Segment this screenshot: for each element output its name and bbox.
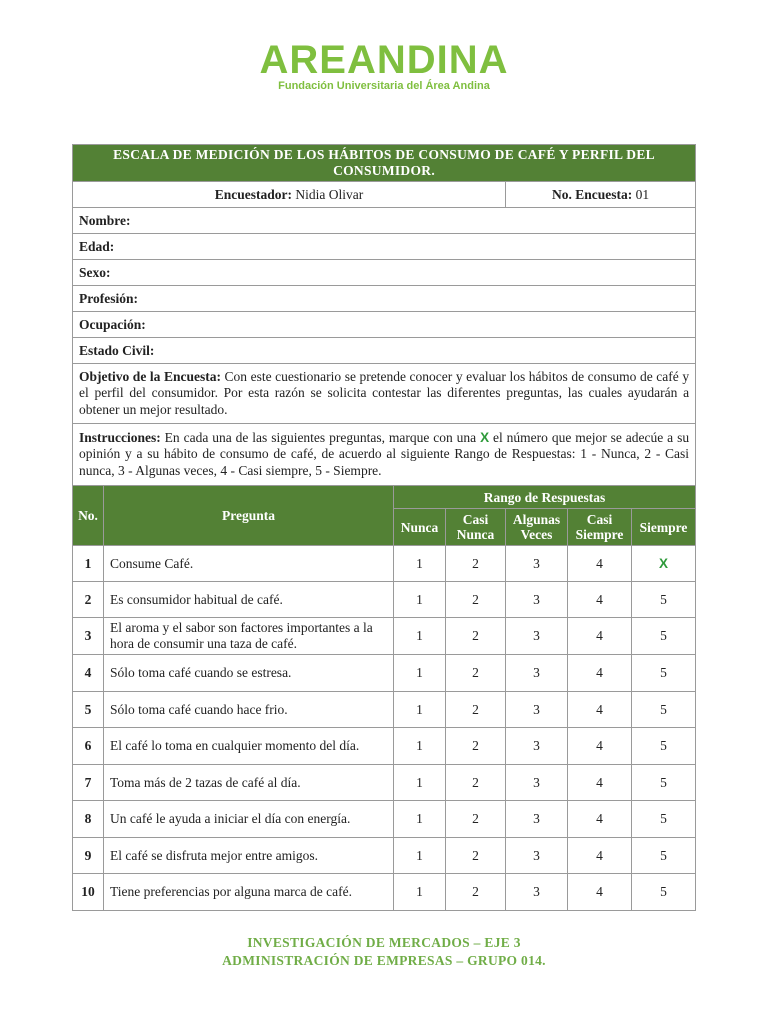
instructions-label: Instrucciones:: [79, 429, 161, 445]
header-question: Pregunta: [104, 486, 394, 546]
question-number: 2: [73, 582, 104, 618]
answer-option-1[interactable]: 1: [394, 655, 446, 692]
title-row: [73, 145, 696, 182]
question-row: [73, 765, 696, 801]
question-text: El café se disfruta mejor entre amigos.: [104, 838, 394, 874]
objective-label: Objetivo de la Encuesta:: [79, 368, 221, 384]
answer-option-1[interactable]: 1: [394, 546, 446, 582]
header-range: Rango de Respuestas: [394, 486, 696, 509]
survey-number-cell: [506, 182, 696, 208]
answer-option-2[interactable]: 2: [446, 692, 506, 728]
survey-title: ESCALA DE MEDICIÓN DE LOS HÁBITOS DE CONSUMO DE CAFÉ Y PERFIL DEL CONSUMIDOR.: [73, 145, 696, 182]
field-estado-civil[interactable]: Estado Civil:: [73, 338, 696, 364]
instructions-paragraph: [73, 424, 696, 486]
question-number: 10: [73, 874, 104, 911]
answer-option-1[interactable]: 1: [394, 765, 446, 801]
question-row: [73, 728, 696, 765]
answer-option-2[interactable]: 2: [446, 546, 506, 582]
answer-option-1[interactable]: 1: [394, 582, 446, 618]
question-row: [73, 801, 696, 838]
surveyor-cell: [73, 182, 506, 208]
survey-number-value: 01: [635, 186, 650, 202]
surveyor-value: Nidia Olivar: [295, 186, 364, 202]
field-row-nombre: [73, 208, 696, 234]
field-nombre[interactable]: Nombre:: [73, 208, 696, 234]
answer-option-5[interactable]: 5: [632, 874, 696, 911]
answer-option-2[interactable]: 2: [446, 801, 506, 838]
answer-option-5[interactable]: 5: [632, 582, 696, 618]
question-number: 3: [73, 618, 104, 655]
question-number: 6: [73, 728, 104, 765]
answer-option-3[interactable]: 3: [506, 618, 568, 655]
header-option-nunca: Nunca: [394, 509, 446, 546]
answer-option-5-selected[interactable]: X: [632, 546, 696, 582]
answer-option-2[interactable]: 2: [446, 582, 506, 618]
instructions-text-before: En cada una de las siguientes preguntas, marque con una: [164, 429, 477, 445]
question-number: 1: [73, 546, 104, 582]
field-row-edad: [73, 234, 696, 260]
answer-option-5[interactable]: 5: [632, 838, 696, 874]
answer-option-1[interactable]: 1: [394, 728, 446, 765]
question-number: 9: [73, 838, 104, 874]
question-row: [73, 874, 696, 911]
answer-option-2[interactable]: 2: [446, 874, 506, 911]
answer-option-4[interactable]: 4: [568, 546, 632, 582]
answer-option-3[interactable]: 3: [506, 765, 568, 801]
answer-option-2[interactable]: 2: [446, 838, 506, 874]
question-text: Tiene preferencias por alguna marca de café.: [104, 874, 394, 911]
objective-text: Con este cuestionario se pretende conocer y evaluar los hábitos de consumo de café y el perfil del consumidor. Por esta razón se solicita contestar las diferentes preguntas, las cuales ayudarán a obtener un mejor resultado.: [79, 368, 690, 417]
question-row: [73, 655, 696, 692]
x-mark-example: X: [480, 429, 490, 445]
footer-program: ADMINISTRACIÓN DE EMPRESAS – GRUPO 014.: [222, 953, 546, 968]
header-option-casi-siempre: Casi Siempre: [568, 509, 632, 546]
field-row-sexo: [73, 260, 696, 286]
question-number: 5: [73, 692, 104, 728]
field-ocupacion[interactable]: Ocupación:: [73, 312, 696, 338]
question-row: [73, 692, 696, 728]
answer-option-4[interactable]: 4: [568, 838, 632, 874]
answer-option-2[interactable]: 2: [446, 765, 506, 801]
answer-option-5[interactable]: 5: [632, 765, 696, 801]
answer-option-5[interactable]: 5: [632, 655, 696, 692]
answer-option-3[interactable]: 3: [506, 728, 568, 765]
answer-option-4[interactable]: 4: [568, 582, 632, 618]
surveyor-row: [73, 182, 696, 208]
question-text: Es consumidor habitual de café.: [104, 582, 394, 618]
question-text: El aroma y el sabor son factores importantes a la hora de consumir una taza de café.: [104, 618, 394, 655]
question-row: [73, 546, 696, 582]
answer-option-3[interactable]: 3: [506, 692, 568, 728]
answer-option-3[interactable]: 3: [506, 655, 568, 692]
answer-option-3[interactable]: 3: [506, 582, 568, 618]
answer-option-4[interactable]: 4: [568, 655, 632, 692]
survey-form: [72, 144, 696, 911]
field-row-ocupacion: [73, 312, 696, 338]
field-edad[interactable]: Edad:: [73, 234, 696, 260]
question-text: Consume Café.: [104, 546, 394, 582]
answer-option-4[interactable]: 4: [568, 874, 632, 911]
question-text: El café lo toma en cualquier momento del día.: [104, 728, 394, 765]
answer-option-5[interactable]: 5: [632, 618, 696, 655]
answer-option-1[interactable]: 1: [394, 874, 446, 911]
answer-option-1[interactable]: 1: [394, 618, 446, 655]
answer-option-1[interactable]: 1: [394, 838, 446, 874]
header-no: No.: [73, 486, 104, 546]
answer-option-4[interactable]: 4: [568, 618, 632, 655]
logo-subtitle: Fundación Universitaria del Área Andina: [278, 80, 490, 92]
answer-option-3[interactable]: 3: [506, 838, 568, 874]
answer-option-4[interactable]: 4: [568, 801, 632, 838]
field-row-profesion: [73, 286, 696, 312]
header-option-algunas-veces: Algunas Veces: [506, 509, 568, 546]
answer-option-1[interactable]: 1: [394, 692, 446, 728]
objective-row: [73, 364, 696, 424]
question-number: 8: [73, 801, 104, 838]
answer-option-4[interactable]: 4: [568, 692, 632, 728]
brand-logo: [0, 38, 768, 92]
question-text: Sólo toma café cuando se estresa.: [104, 655, 394, 692]
instructions-text-after: el número que mejor se adecúe a su opinión y a su hábito de consumo de café, de acuerdo al siguiente Rango de Respuestas: 1 - Nunca, 2 - Casi nunca, 3 - Algunas veces, 4 - Casi siempre, 5 - Siempre.: [79, 429, 690, 478]
question-row: [73, 838, 696, 874]
answer-option-5[interactable]: 5: [632, 801, 696, 838]
answer-option-2[interactable]: 2: [446, 728, 506, 765]
answer-option-4[interactable]: 4: [568, 765, 632, 801]
instructions-row: [73, 424, 696, 486]
answer-option-2[interactable]: 2: [446, 655, 506, 692]
survey-number-label: No. Encuesta:: [551, 186, 633, 202]
question-row: [73, 618, 696, 655]
footer-course: INVESTIGACIÓN DE MERCADOS – EJE 3: [247, 935, 521, 950]
answer-option-1[interactable]: 1: [394, 801, 446, 838]
field-row-estado-civil: [73, 338, 696, 364]
field-sexo[interactable]: Sexo:: [73, 260, 696, 286]
answer-option-5[interactable]: 5: [632, 692, 696, 728]
logo-wordmark: AREANDINA: [259, 38, 509, 82]
question-text: Un café le ayuda a iniciar el día con energía.: [104, 801, 394, 838]
header-option-siempre: Siempre: [632, 509, 696, 546]
question-row: [73, 582, 696, 618]
answer-option-2[interactable]: 2: [446, 618, 506, 655]
header-option-casi-nunca: Casi Nunca: [446, 509, 506, 546]
surveyor-label: Encuestador:: [214, 186, 292, 202]
answer-option-3[interactable]: 3: [506, 546, 568, 582]
answer-option-3[interactable]: 3: [506, 874, 568, 911]
objective-paragraph: [73, 364, 696, 424]
table-header-row-1: [73, 486, 696, 509]
question-text: Sólo toma café cuando hace frio.: [104, 692, 394, 728]
answer-option-5[interactable]: 5: [632, 728, 696, 765]
answer-option-3[interactable]: 3: [506, 801, 568, 838]
question-number: 7: [73, 765, 104, 801]
question-number: 4: [73, 655, 104, 692]
question-text: Toma más de 2 tazas de café al día.: [104, 765, 394, 801]
field-profesion[interactable]: Profesión:: [73, 286, 696, 312]
page-footer: [0, 934, 768, 970]
answer-option-4[interactable]: 4: [568, 728, 632, 765]
